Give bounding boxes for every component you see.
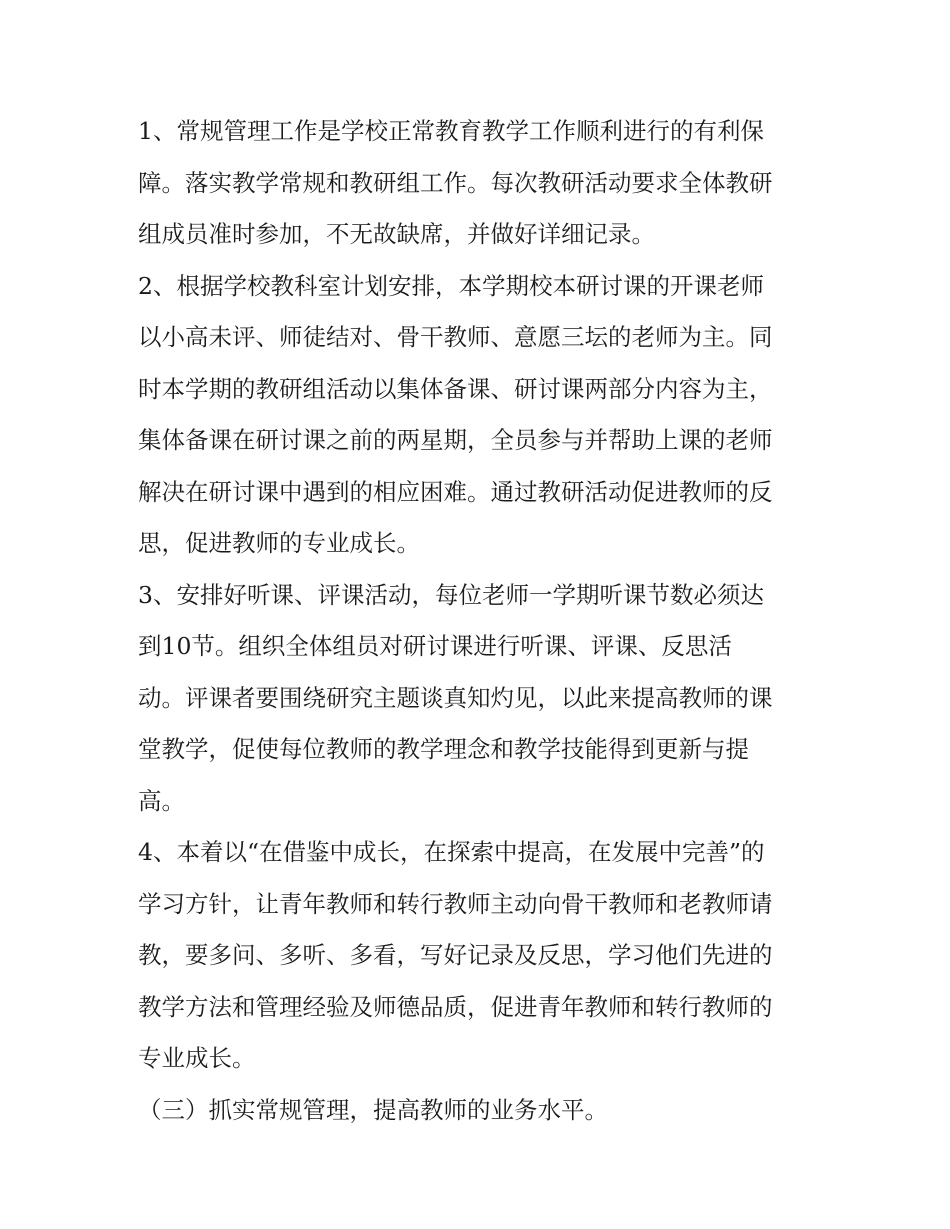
text-line: 教学方法和管理经验及师德品质，促进青年教师和转行教师的 [138, 992, 773, 1021]
text-line: 到10节。组织全体组员对研讨课进行听课、评课、反思活 [138, 632, 732, 660]
text-line: 高。 [138, 786, 185, 815]
text-line: 3、安排好听课、评课活动，每位老师一学期听课节数必须达 [138, 580, 764, 609]
text-line: 堂教学，促使每位教师的教学理念和教学技能得到更新与提 [138, 735, 749, 763]
text-line: 时本学期的教研组活动以集体备课、研讨课两部分内容为主， [138, 374, 773, 403]
text-line: 教，要多问、多听、多看，写好记录及反思，学习他们先进的 [138, 941, 773, 969]
paragraph-3 [138, 570, 818, 828]
text-line: 1、常规管理工作是学校正常教育教学工作顺利进行的有利保 [138, 117, 764, 145]
text-line: 解决在研讨课中遇到的相应困难。通过教研活动促进教师的反 [138, 477, 773, 506]
text-line: 4、本着以“在借鉴中成长，在探索中提高，在发展中完善”的 [138, 838, 765, 866]
heading-line: （三）抓实常规管理，提高教师的业务水平。 [138, 1095, 608, 1124]
text-line: 专业成长。 [138, 1044, 256, 1072]
document-body [138, 106, 818, 1136]
text-line: 集体备课在研讨课之前的两星期，全员参与并帮助上课的老师 [138, 426, 773, 454]
text-line: 组成员准时参加，不无故缺席，并做好详细记录。 [138, 220, 655, 248]
text-line: 思，促进教师的专业成长。 [138, 529, 420, 557]
text-line: 以小高未评、师徒结对、骨干教师、意愿三坛的老师为主。同 [138, 323, 773, 351]
paragraph-4 [138, 827, 818, 1085]
paragraph-1 [138, 106, 818, 261]
text-line: 学习方针，让青年教师和转行教师主动向骨干教师和老教师请 [138, 889, 773, 918]
text-line: 障。落实教学常规和教研组工作。每次教研活动要求全体教研 [138, 168, 773, 197]
section-heading [138, 1085, 818, 1137]
text-line: 动。评课者要围绕研究主题谈真知灼见，以此来提高教师的课 [138, 683, 773, 712]
paragraph-2 [138, 261, 818, 570]
text-line: 2、根据学校教科室计划安排，本学期校本研讨课的开课老师 [138, 271, 764, 300]
